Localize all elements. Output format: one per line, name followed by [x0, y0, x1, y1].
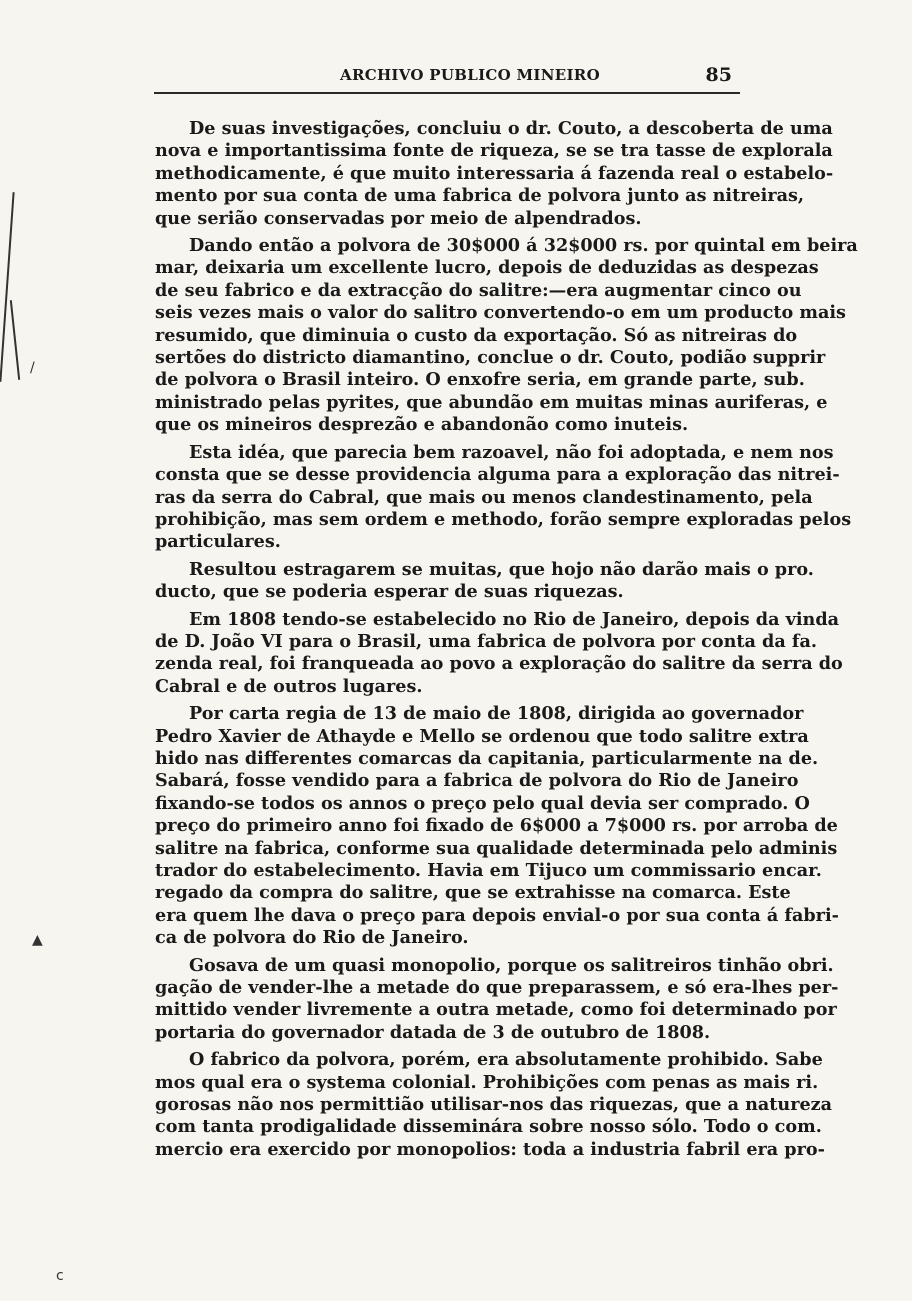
paragraph: [155, 558, 814, 604]
paragraph: [155, 235, 858, 437]
text-line: ras da serra do Cabral, que mais ou menos clandestinamento, pela: [155, 486, 813, 508]
text-line: de seu fabrico e da extracção do salitre:—era augmentar cinco ou: [155, 279, 802, 301]
text-line: zenda real, foi franqueada ao povo a exploração do salitre da serra do: [155, 653, 843, 675]
text-line: que serião conservadas por meio de alpendrados.: [155, 207, 642, 229]
text-line: particulares.: [155, 531, 281, 553]
text-line: de polvora o Brasil inteiro. O enxofre seria, em grande parte, sub.: [155, 369, 805, 391]
text-line: mar, deixaria um excellente lucro, depois de deduzidas as despezas: [155, 257, 819, 279]
text-line: prohibição, mas sem ordem e methodo, forão sempre exploradas pelos: [155, 508, 852, 530]
text-line: Gosava de um quasi monopolio, porque os salitreiros tinhão obri.: [189, 954, 834, 976]
text-line: Por carta regia de 13 de maio de 1808, dirigida ao governador: [189, 703, 804, 725]
text-line: nova e importantissima fonte de riqueza, se se tra tasse de explorala: [155, 140, 833, 162]
text-line: portaria do governador datada de 3 de outubro de 1808.: [155, 1021, 711, 1043]
text-line: com tanta prodigalidade disseminára sobre nosso sólo. Todo o com.: [155, 1116, 822, 1138]
text-line: gorosas não nos permittião utilisar-nos das riquezas, que a natureza: [155, 1094, 833, 1116]
margin-scan-mark: [10, 300, 20, 380]
text-line: Resultou estragarem se muitas, que hojo não darão mais o pro.: [189, 558, 814, 580]
margin-scan-mark: [0, 192, 15, 382]
text-line: mercio era exercido por monopolios: toda a industria fabril era pro-: [155, 1138, 825, 1160]
paragraph: [155, 954, 839, 1045]
text-line: Pedro Xavier de Athayde e Mello se ordenou que todo salitre extra: [155, 725, 809, 747]
text-line: salitre na fabrica, conforme sua qualidade determinada pelo adminis: [155, 837, 838, 859]
text-line: era quem lhe dava o preço para depois envial-o por sua conta á fabri-: [155, 904, 839, 926]
paragraph: [155, 703, 839, 949]
text-line: Cabral e de outros lugares.: [155, 675, 423, 697]
text-line: sertões do districto diamantino, conclue o dr. Couto, podião supprir: [155, 347, 826, 369]
text-line: fixando-se todos os annos o preço pelo qual devia ser comprado. O: [155, 792, 810, 814]
paragraph: [155, 118, 834, 230]
header-title: ARCHIVO PUBLICO MINEIRO: [340, 66, 600, 84]
text-line: resumido, que diminuia o custo da exportação. Só as nitreiras do: [155, 324, 798, 346]
text-line: consta que se desse providencia alguma para a exploração das nitrei-: [155, 464, 840, 486]
text-line: De suas investigações, concluiu o dr. Couto, a descoberta de uma: [189, 118, 833, 139]
text-line: ducto, que se poderia esperar de suas riquezas.: [155, 581, 624, 603]
header-rule: [154, 92, 740, 94]
text-line: Dando então a polvora de 30$000 á 32$000 rs. por quintal em beira: [189, 235, 858, 257]
margin-scan-dot: /: [30, 360, 35, 376]
paragraph: [155, 608, 843, 699]
running-header: [150, 62, 740, 96]
text-line: methodicamente, é que muito interessaria á fazenda real o estabelo-: [155, 162, 834, 184]
text-line: Esta idéa, que parecia bem razoavel, não foi adoptada, e nem nos: [189, 441, 834, 463]
margin-scan-dot: ▲: [32, 932, 43, 948]
text-line: trador do estabelecimento. Havia em Tijuco um commissario encar.: [155, 860, 822, 881]
text-line: preço do primeiro anno foi fixado de 6$000 a 7$000 rs. por arroba de: [155, 815, 838, 837]
text-line: O fabrico da polvora, porém, era absolutamente prohibido. Sabe: [189, 1049, 823, 1071]
text-line: ministrado pelas pyrites, que abundão em muitas minas auriferas, e: [155, 391, 828, 413]
paragraph: [155, 441, 852, 554]
text-line: seis vezes mais o valor do salitro convertendo-o em um producto mais: [155, 302, 846, 324]
text-line: regado da compra do salitre, que se extrahisse na comarca. Este: [155, 882, 791, 904]
text-line: Em 1808 tendo-se estabelecido no Rio de Janeiro, depois da vinda: [189, 608, 840, 630]
text-line: mento por sua conta de uma fabrica de polvora junto as nitreiras,: [155, 185, 805, 207]
text-line: ca de polvora do Rio de Janeiro.: [155, 927, 469, 949]
text-line: que os mineiros desprezão e abandonão como inuteis.: [155, 414, 689, 436]
text-line: mos qual era o systema colonial. Prohibições com penas as mais ri.: [155, 1071, 819, 1093]
text-line: mittido vender livremente a outra metade, como foi determinado por: [155, 999, 837, 1021]
body-text: [155, 118, 858, 1166]
page-number: 85: [705, 64, 732, 86]
margin-scan-dot: c: [56, 1268, 64, 1284]
text-line: de D. João VI para o Brasil, uma fabrica de polvora por conta da fa.: [155, 630, 817, 652]
text-line: hido nas differentes comarcas da capitania, particularmente na de.: [155, 747, 819, 769]
text-line: Sabará, fosse vendido para a fabrica de polvora do Rio de Janeiro: [155, 770, 799, 792]
paragraph: [155, 1049, 833, 1161]
text-line: gação de vender-lhe a metade do que preparassem, e só era-lhes per-: [155, 977, 839, 999]
